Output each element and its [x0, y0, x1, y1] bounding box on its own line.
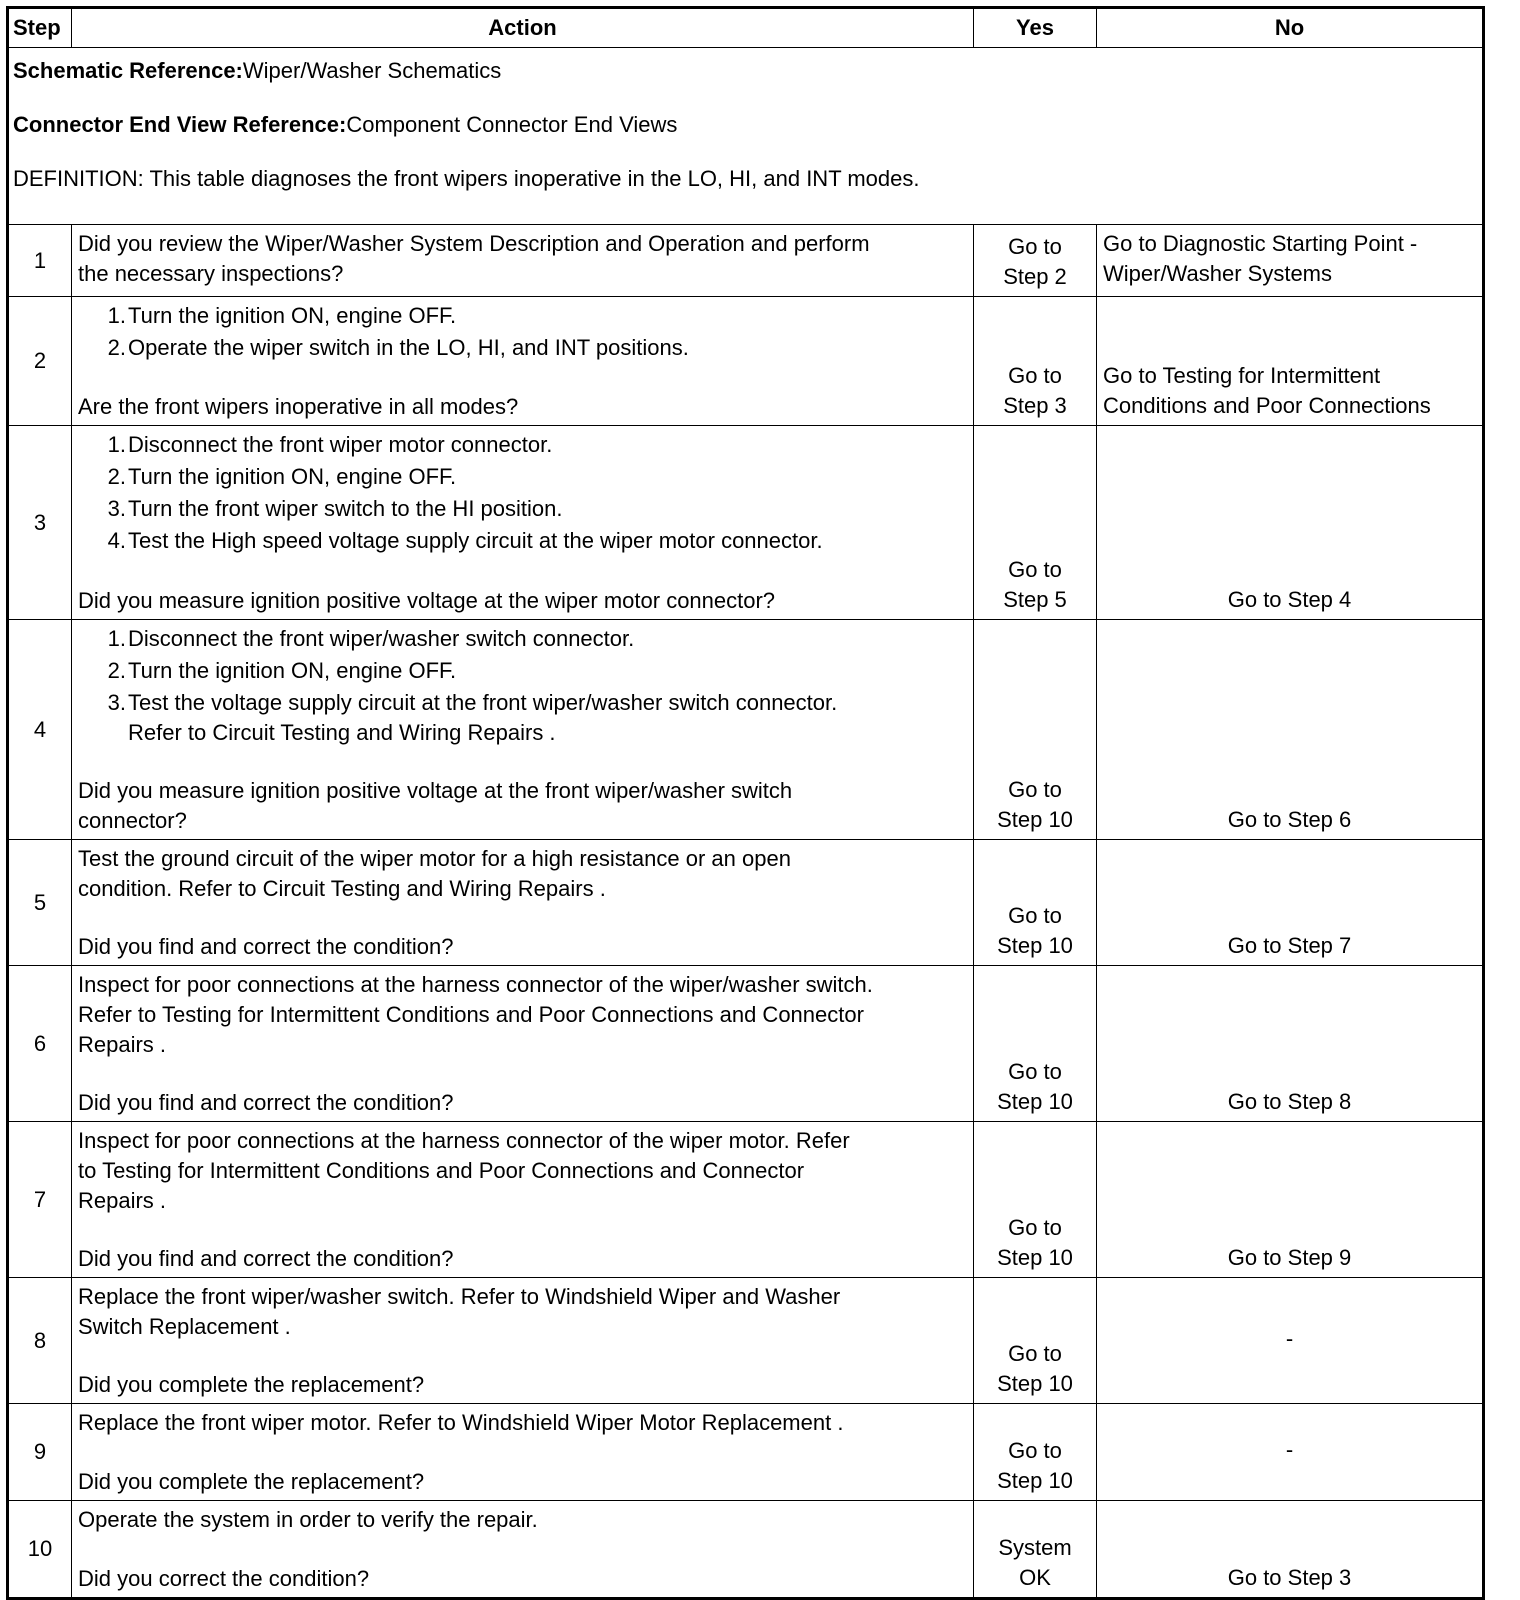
no-line: Go to Step 8: [1227, 1089, 1352, 1114]
yes-cell[interactable]: [974, 297, 1097, 426]
no-line: -: [1285, 1437, 1294, 1462]
step-number: 2: [8, 297, 72, 426]
step-number: 1: [8, 225, 72, 297]
action-cell: [72, 1404, 974, 1501]
question-line: Did you find and correct the condition?: [78, 1090, 454, 1115]
yes-line: Go to: [1008, 1438, 1062, 1463]
action-instructions: [78, 1282, 967, 1342]
diagnostic-table: [6, 6, 1485, 1600]
instruction-line: Refer to Testing for Intermittent Conditions and Poor Connections and Connector: [78, 1002, 864, 1027]
question: [78, 1088, 967, 1118]
no-cell[interactable]: [1097, 426, 1484, 620]
instruction-line: Replace the front wiper/washer switch. Refer to Windshield Wiper and Washer: [78, 1284, 841, 1309]
question: [78, 1370, 967, 1400]
no-line: Go to Testing for Intermittent: [1103, 363, 1381, 388]
table-row: [8, 426, 1484, 620]
instruction-line: to Testing for Intermittent Conditions and Poor Connections and Connector: [78, 1158, 805, 1183]
action-cell: [72, 297, 974, 426]
action-instructions: [78, 624, 967, 750]
list-item-line: Turn the ignition ON, engine OFF.: [128, 658, 457, 683]
table-row: [8, 297, 1484, 426]
action-content: [78, 1505, 967, 1594]
action-content: [78, 430, 967, 616]
yes-line: Go to: [1008, 1341, 1062, 1366]
action-content: [78, 844, 967, 962]
list-item: [78, 656, 967, 686]
list-item-line: Refer to Circuit Testing and Wiring Repairs .: [128, 720, 556, 745]
question: [78, 776, 967, 836]
yes-line: System: [998, 1535, 1072, 1560]
instruction-line: Operate the system in order to verify the repair.: [78, 1507, 538, 1532]
yes-cell[interactable]: [974, 840, 1097, 966]
list-item-text: [128, 462, 967, 492]
question: [78, 932, 967, 962]
action-cell: [72, 840, 974, 966]
action-instructions: [78, 1126, 967, 1216]
list-item-number: 3.: [107, 690, 126, 715]
list-item-text: [128, 624, 967, 654]
header-row: [8, 8, 1484, 48]
schematic-reference: [13, 56, 1478, 110]
yes-line: Go to: [1008, 1059, 1062, 1084]
question-line: Did you complete the replacement?: [78, 1372, 425, 1397]
action-instructions: [78, 301, 967, 365]
question: [78, 1564, 967, 1594]
question-line: Are the front wipers inoperative in all modes?: [78, 394, 519, 419]
table-row: [8, 1404, 1484, 1501]
question: [78, 1244, 967, 1274]
action-content: [78, 1408, 967, 1497]
yes-line: Go to: [1008, 557, 1062, 582]
table-row: [8, 1501, 1484, 1599]
yes-line: Step 10: [997, 1089, 1073, 1114]
question-line: Did you measure ignition positive voltage at the wiper motor connector?: [78, 588, 776, 613]
action-cell: [72, 1278, 974, 1404]
table-row: [8, 225, 1484, 297]
yes-line: Step 3: [1003, 393, 1067, 418]
instruction-line: Replace the front wiper motor. Refer to Windshield Wiper Motor Replacement .: [78, 1410, 844, 1435]
list-item-number: 3.: [107, 496, 126, 521]
instruction-line: condition. Refer to Circuit Testing and Wiring Repairs .: [78, 876, 606, 901]
instruction-line: Inspect for poor connections at the harness connector of the wiper/washer switch.: [78, 972, 873, 997]
action-content: [78, 970, 967, 1118]
list-item-text: [128, 430, 967, 460]
list-item-line: Turn the front wiper switch to the HI position.: [128, 496, 563, 521]
yes-cell[interactable]: [974, 620, 1097, 840]
list-item-line: Test the High speed voltage supply circuit at the wiper motor connector.: [128, 528, 823, 553]
instruction-line: Repairs .: [78, 1032, 167, 1057]
header-action: Action: [72, 8, 974, 48]
question: [78, 392, 967, 422]
question-line: connector?: [78, 808, 187, 833]
action-cell: [72, 620, 974, 840]
list-item: [78, 301, 967, 331]
no-cell[interactable]: [1097, 840, 1484, 966]
question: [78, 586, 967, 616]
list-item-text: [128, 688, 967, 748]
action-cell: [72, 966, 974, 1122]
yes-line: Step 2: [1003, 264, 1067, 289]
action-content: [78, 1282, 967, 1400]
yes-cell[interactable]: [974, 1501, 1097, 1599]
action-instructions: [78, 1505, 967, 1535]
list-item-number: 1.: [107, 626, 126, 651]
instruction-line: the necessary inspections?: [78, 261, 344, 286]
instruction-line: Repairs .: [78, 1188, 167, 1213]
instruction-line: Switch Replacement .: [78, 1314, 291, 1339]
yes-cell[interactable]: [974, 966, 1097, 1122]
list-item: [78, 430, 967, 460]
action-instructions: [78, 844, 967, 904]
yes-line: Go to: [1008, 903, 1062, 928]
step-number: 3: [8, 426, 72, 620]
list-item-number: 2.: [107, 464, 126, 489]
question-line: Did you find and correct the condition?: [78, 934, 454, 959]
yes-line: Go to: [1008, 363, 1062, 388]
list-item-number: 4.: [107, 528, 126, 553]
list-item-line: Turn the ignition ON, engine OFF.: [128, 303, 457, 328]
yes-cell[interactable]: [974, 225, 1097, 297]
table-row: [8, 620, 1484, 840]
connector-reference-label: Connector End View Reference:: [13, 112, 347, 137]
no-line: Go to Step 9: [1227, 1245, 1352, 1270]
no-cell: [1097, 1404, 1484, 1501]
list-item-line: Disconnect the front wiper motor connector.: [128, 432, 553, 457]
instruction-line: Test the ground circuit of the wiper motor for a high resistance or an open: [78, 846, 791, 871]
yes-cell[interactable]: [974, 1404, 1097, 1501]
yes-cell[interactable]: [974, 426, 1097, 620]
no-cell[interactable]: [1097, 225, 1484, 297]
list-item-text: [128, 526, 967, 556]
table-row: [8, 1278, 1484, 1404]
step-number: 8: [8, 1278, 72, 1404]
no-line: Go to Step 4: [1227, 587, 1352, 612]
header-yes: Yes: [974, 8, 1097, 48]
question-line: Did you correct the condition?: [78, 1566, 370, 1591]
list-item-text: [128, 656, 967, 686]
no-cell[interactable]: [1097, 1122, 1484, 1278]
list-item-line: Disconnect the front wiper/washer switch connector.: [128, 626, 635, 651]
list-item: [78, 333, 967, 363]
yes-line: Step 10: [997, 1468, 1073, 1493]
no-cell: [1097, 1278, 1484, 1404]
action-cell: [72, 426, 974, 620]
schematic-reference-label: Schematic Reference:: [13, 58, 243, 83]
connector-reference: [13, 110, 1478, 164]
yes-line: Step 10: [997, 1245, 1073, 1270]
action-cell: [72, 1501, 974, 1599]
list-item: [78, 494, 967, 524]
action-content: [78, 1126, 967, 1274]
yes-line: Step 10: [997, 1371, 1073, 1396]
yes-line: Step 10: [997, 807, 1073, 832]
definition: DEFINITION: This table diagnoses the front wipers inoperative in the LO, HI, and INT modes.: [13, 166, 920, 191]
no-cell[interactable]: [1097, 620, 1484, 840]
no-cell[interactable]: [1097, 297, 1484, 426]
question-line: Did you find and correct the condition?: [78, 1246, 454, 1271]
yes-cell[interactable]: [974, 1122, 1097, 1278]
table-row: [8, 1122, 1484, 1278]
action-content: [78, 229, 967, 293]
list-item: [78, 526, 967, 556]
question: [78, 1467, 967, 1497]
header-step: Step: [8, 8, 72, 48]
connector-reference-link[interactable]: Component Connector End Views: [346, 112, 678, 137]
yes-line: Go to: [1008, 1215, 1062, 1240]
schematic-reference-link[interactable]: Wiper/Washer Schematics: [242, 58, 502, 83]
question-line: Did you measure ignition positive voltage at the front wiper/washer switch: [78, 778, 793, 803]
list-item-line: Test the voltage supply circuit at the front wiper/washer switch connector.: [128, 690, 838, 715]
yes-line: Step 5: [1003, 587, 1067, 612]
action-instructions: [78, 970, 967, 1060]
yes-line: Go to: [1008, 234, 1062, 259]
step-number: 5: [8, 840, 72, 966]
action-instructions: [78, 430, 967, 558]
table-row: [8, 840, 1484, 966]
instruction-line: Did you review the Wiper/Washer System Description and Operation and perform: [78, 231, 870, 256]
list-item-line: Operate the wiper switch in the LO, HI, and INT positions.: [128, 335, 689, 360]
step-number: 7: [8, 1122, 72, 1278]
no-line: Go to Step 3: [1227, 1565, 1352, 1590]
no-cell[interactable]: [1097, 1501, 1484, 1599]
action-cell: [72, 225, 974, 297]
references-row: [8, 48, 1484, 225]
action-content: [78, 301, 967, 422]
no-line: Wiper/Washer Systems: [1103, 261, 1333, 286]
list-item-number: 2.: [107, 658, 126, 683]
step-number: 4: [8, 620, 72, 840]
yes-cell[interactable]: [974, 1278, 1097, 1404]
step-number: 9: [8, 1404, 72, 1501]
no-cell[interactable]: [1097, 966, 1484, 1122]
instruction-line: Inspect for poor connections at the harness connector of the wiper motor. Refer: [78, 1128, 850, 1153]
no-line: Go to Step 6: [1227, 807, 1352, 832]
list-item-number: 2.: [107, 335, 126, 360]
no-line: Conditions and Poor Connections: [1103, 393, 1431, 418]
action-content: [78, 624, 967, 836]
yes-line: Step 10: [997, 933, 1073, 958]
action-cell: [72, 1122, 974, 1278]
list-item: [78, 624, 967, 654]
list-item-text: [128, 494, 967, 524]
step-number: 6: [8, 966, 72, 1122]
no-line: Go to Diagnostic Starting Point -: [1103, 231, 1418, 256]
step-number: 10: [8, 1501, 72, 1599]
yes-line: OK: [1019, 1565, 1051, 1590]
action-instructions: [78, 229, 967, 289]
list-item-line: Turn the ignition ON, engine OFF.: [128, 464, 457, 489]
no-line: -: [1285, 1325, 1294, 1351]
list-item-number: 1.: [107, 303, 126, 328]
question-line: Did you complete the replacement?: [78, 1469, 425, 1494]
list-item: [78, 688, 967, 748]
list-item-text: [128, 301, 967, 331]
table-row: [8, 966, 1484, 1122]
list-item-number: 1.: [107, 432, 126, 457]
no-line: Go to Step 7: [1227, 933, 1352, 958]
list-item-text: [128, 333, 967, 363]
action-instructions: [78, 1408, 967, 1438]
yes-line: Go to: [1008, 777, 1062, 802]
list-item: [78, 462, 967, 492]
header-no: No: [1097, 8, 1484, 48]
